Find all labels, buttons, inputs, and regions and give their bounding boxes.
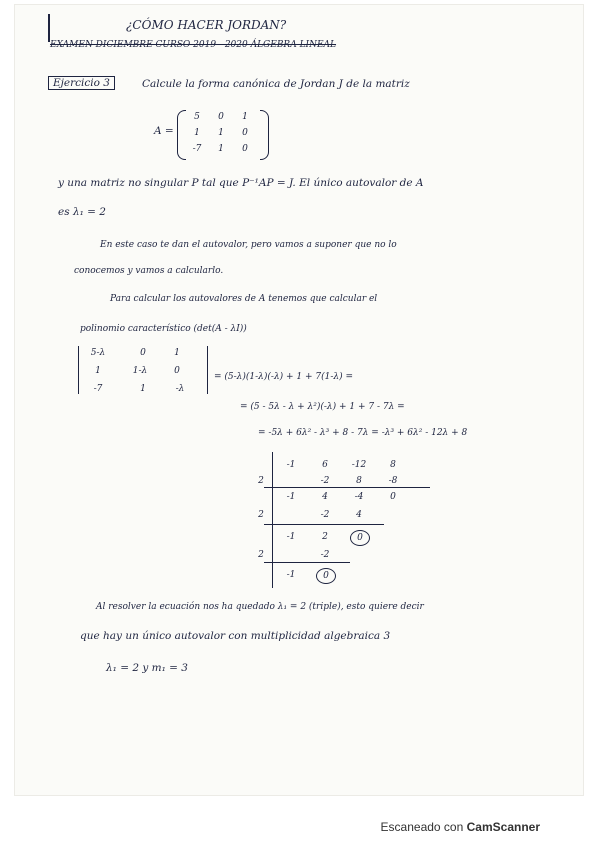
det-cell: 1 bbox=[174, 348, 180, 358]
ruffini-root: 2 bbox=[258, 550, 264, 560]
det-line-3: = -5λ + 6λ² - λ³ + 8 - 7λ = -λ³ + 6λ² - 12λ + 8 bbox=[258, 428, 468, 438]
ruffini-cell: -8 bbox=[388, 476, 398, 486]
ruffini-cell: -1 bbox=[286, 570, 296, 580]
camscanner-watermark bbox=[381, 820, 540, 834]
matrix-cell: 1 bbox=[242, 112, 248, 122]
matrix-cell: 0 bbox=[242, 144, 248, 154]
matrix-cell: 1 bbox=[218, 144, 224, 154]
matrix-cell: 1 bbox=[194, 128, 200, 138]
matrix-cell: 0 bbox=[242, 128, 248, 138]
exam-header: EXAMEN DICIEMBRE CURSO 2019 - 2020 ÁLGEBRA LINEAL bbox=[50, 40, 337, 50]
ruffini-divider bbox=[264, 562, 350, 563]
watermark-prefix: Escaneado con bbox=[380, 820, 464, 834]
page-title: ¿CÓMO HACER JORDAN? bbox=[126, 18, 287, 32]
det-cell: -λ bbox=[175, 384, 185, 394]
matrix-cell: 0 bbox=[218, 112, 224, 122]
ruffini-divider bbox=[264, 487, 430, 488]
statement-line-2: y una matriz no singular P tal que P⁻¹AP = J. El único autovalor de A bbox=[58, 177, 424, 189]
det-right-bar bbox=[207, 346, 208, 394]
matrix-right-paren bbox=[260, 110, 269, 160]
ruffini-cell: -12 bbox=[351, 460, 367, 470]
det-cell: 1 bbox=[140, 384, 146, 394]
result-line: λ₁ = 2 y m₁ = 3 bbox=[106, 662, 188, 674]
ruffini-cell: 4 bbox=[356, 510, 362, 520]
det-line-1: = (5-λ)(1-λ)(-λ) + 1 + 7(1-λ) = bbox=[214, 372, 354, 382]
ruffini-cell: -2 bbox=[320, 510, 330, 520]
ruffini-root: 2 bbox=[258, 476, 264, 486]
ruffini-cell: 8 bbox=[356, 476, 362, 486]
det-line-2: = (5 - 5λ - λ + λ²)(-λ) + 1 + 7 - 7λ = bbox=[240, 402, 405, 412]
det-cell: 1-λ bbox=[132, 366, 148, 376]
paragraph-2-line-1: Para calcular los autovalores de A tenemos que calcular el bbox=[110, 294, 378, 304]
ruffini-vertical-line bbox=[272, 452, 273, 588]
ruffini-cell: 8 bbox=[390, 460, 396, 470]
ruffini-cell: -1 bbox=[286, 492, 296, 502]
ruffini-cell: 6 bbox=[322, 460, 328, 470]
ruffini-cell: 0 bbox=[316, 568, 336, 584]
watermark-brand: CamScanner bbox=[466, 820, 540, 834]
det-cell: 1 bbox=[95, 366, 101, 376]
paragraph-1-line-2: conocemos y vamos a calcularlo. bbox=[74, 266, 224, 276]
ruffini-root: 2 bbox=[258, 510, 264, 520]
ruffini-cell: 2 bbox=[322, 532, 328, 542]
exercise-label: Ejercicio 3 bbox=[48, 76, 115, 90]
ruffini-cell: 0 bbox=[350, 530, 370, 546]
statement-line-1: Calcule la forma canónica de Jordan J de la matriz bbox=[142, 78, 410, 90]
ruffini-cell: -1 bbox=[286, 460, 296, 470]
det-cell: 0 bbox=[174, 366, 180, 376]
ruffini-cell: -4 bbox=[354, 492, 364, 502]
ruffini-cell: -2 bbox=[320, 550, 330, 560]
ruffini-cell: 0 bbox=[390, 492, 396, 502]
det-cell: -7 bbox=[93, 384, 103, 394]
det-cell: 5-λ bbox=[90, 348, 106, 358]
conclusion-line-1: Al resolver la ecuación nos ha quedado λ₁ = 2 (triple), esto quiere decir bbox=[96, 602, 424, 612]
scanned-page bbox=[14, 4, 584, 796]
margin-mark bbox=[48, 14, 50, 42]
conclusion-line-2: que hay un único autovalor con multiplicidad algebraica 3 bbox=[80, 630, 391, 642]
ruffini-divider bbox=[264, 524, 384, 525]
matrix-label: A = bbox=[154, 125, 174, 137]
ruffini-cell: 4 bbox=[322, 492, 328, 502]
matrix-cell: 5 bbox=[194, 112, 200, 122]
det-cell: 0 bbox=[140, 348, 146, 358]
matrix-left-paren bbox=[177, 110, 186, 160]
paragraph-1-line-1: En este caso te dan el autovalor, pero vamos a suponer que no lo bbox=[100, 240, 397, 250]
paragraph-2-line-2: polinomio característico (det(A - λI)) bbox=[80, 324, 247, 334]
ruffini-cell: -1 bbox=[286, 532, 296, 542]
statement-line-3: es λ₁ = 2 bbox=[58, 206, 106, 218]
det-left-bar bbox=[78, 346, 79, 394]
matrix-cell: 1 bbox=[218, 128, 224, 138]
matrix-cell: -7 bbox=[192, 144, 202, 154]
ruffini-cell: -2 bbox=[320, 476, 330, 486]
